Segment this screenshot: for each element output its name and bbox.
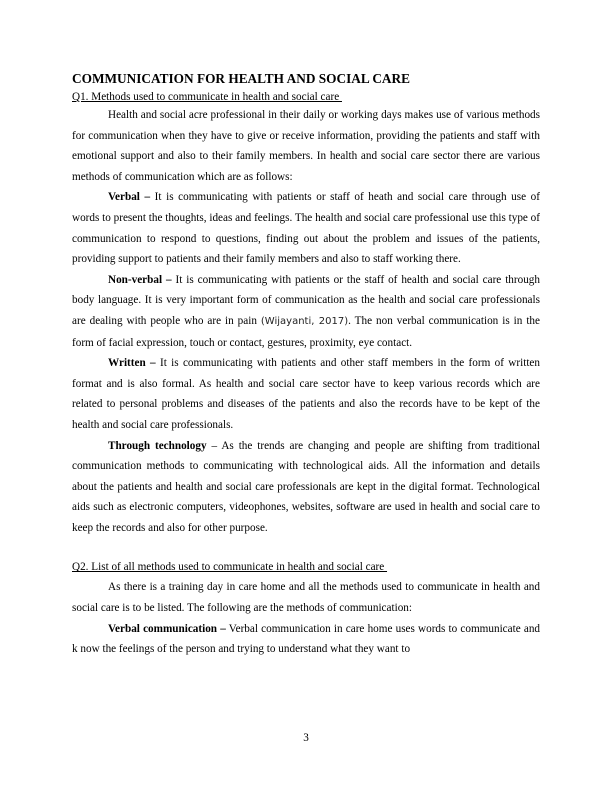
written-term: Written –: [108, 357, 156, 370]
q2-intro-paragraph: As there is a training day in care home and all the methods used to communicate in health and social care is to be listed. The following are the methods of communication:: [72, 581, 540, 615]
page-number: 3: [303, 732, 309, 744]
nonverbal-text-1: It is communicating with patients or the staff of health and social care through body language. It is very important form of communication as the health and social care professionals are dealing with people who are in pain: [72, 273, 540, 327]
written-text: It is communicating with patients and other staff members in the form of written format and is also formal. As health and social care sector have to keep various records which are related to personal problems and diseases of the patients and also the records have to be kept of the health and social care professionals.: [72, 357, 540, 431]
technology-text: – As the trends are changing and people are shifting from traditional communication methods to communicating with technological aids. All the information and details about the patients and health and social care professionals are kept in the digital format. Technological aids such as electronic computers, videophones, websites, software are used in health and social care to keep the records and also for other purpose.: [72, 439, 541, 534]
verbal-paragraph: [72, 187, 540, 269]
document-title: COMMUNICATION FOR HEALTH AND SOCIAL CARE: [72, 71, 410, 86]
nonverbal-paragraph: [72, 270, 540, 353]
section-spacer: [72, 538, 540, 558]
document-page: [72, 70, 540, 660]
verbal-communication-term: Verbal communication –: [108, 622, 226, 635]
nonverbal-term: Non-verbal –: [108, 273, 172, 286]
q2-heading: Q2. List of all methods used to communicate in health and social care: [72, 561, 388, 574]
q1-heading: Q1. Methods used to communicate in health and social care: [72, 91, 342, 103]
written-paragraph: [72, 353, 540, 435]
verbal-term: Verbal –: [108, 191, 151, 204]
nonverbal-text-2: . The non verbal communication is in the form of facial expression, touch or contact, gestures, proximity, eye contact.: [72, 314, 540, 349]
verbal-communication-paragraph: [72, 619, 540, 660]
technology-paragraph: [72, 436, 540, 539]
nonverbal-citation: (Wijayanti, 2017): [260, 315, 349, 327]
verbal-text: It is communicating with patients or staff of heath and social care through use of words to present the thoughts, ideas and feelings. The health and social care professional use this type of communication to respond to questions, finding out about the problem and issues of the patients, providing support to patients and their family members and also to staff working there.: [72, 191, 540, 266]
verbal-communication-text: Verbal communication in care home uses words to communicate and k now the feelings of the person and trying to understand what they want to: [72, 622, 541, 656]
q1-intro-paragraph: Health and social acre professional in their daily or working days makes use of various methods for communication when they have to give or receive information, providing the patients and staff with emotional support and also to their family members. In health and social care sector there are various methods of communication which are as follows:: [72, 109, 540, 183]
technology-term: Through technology: [108, 439, 207, 452]
